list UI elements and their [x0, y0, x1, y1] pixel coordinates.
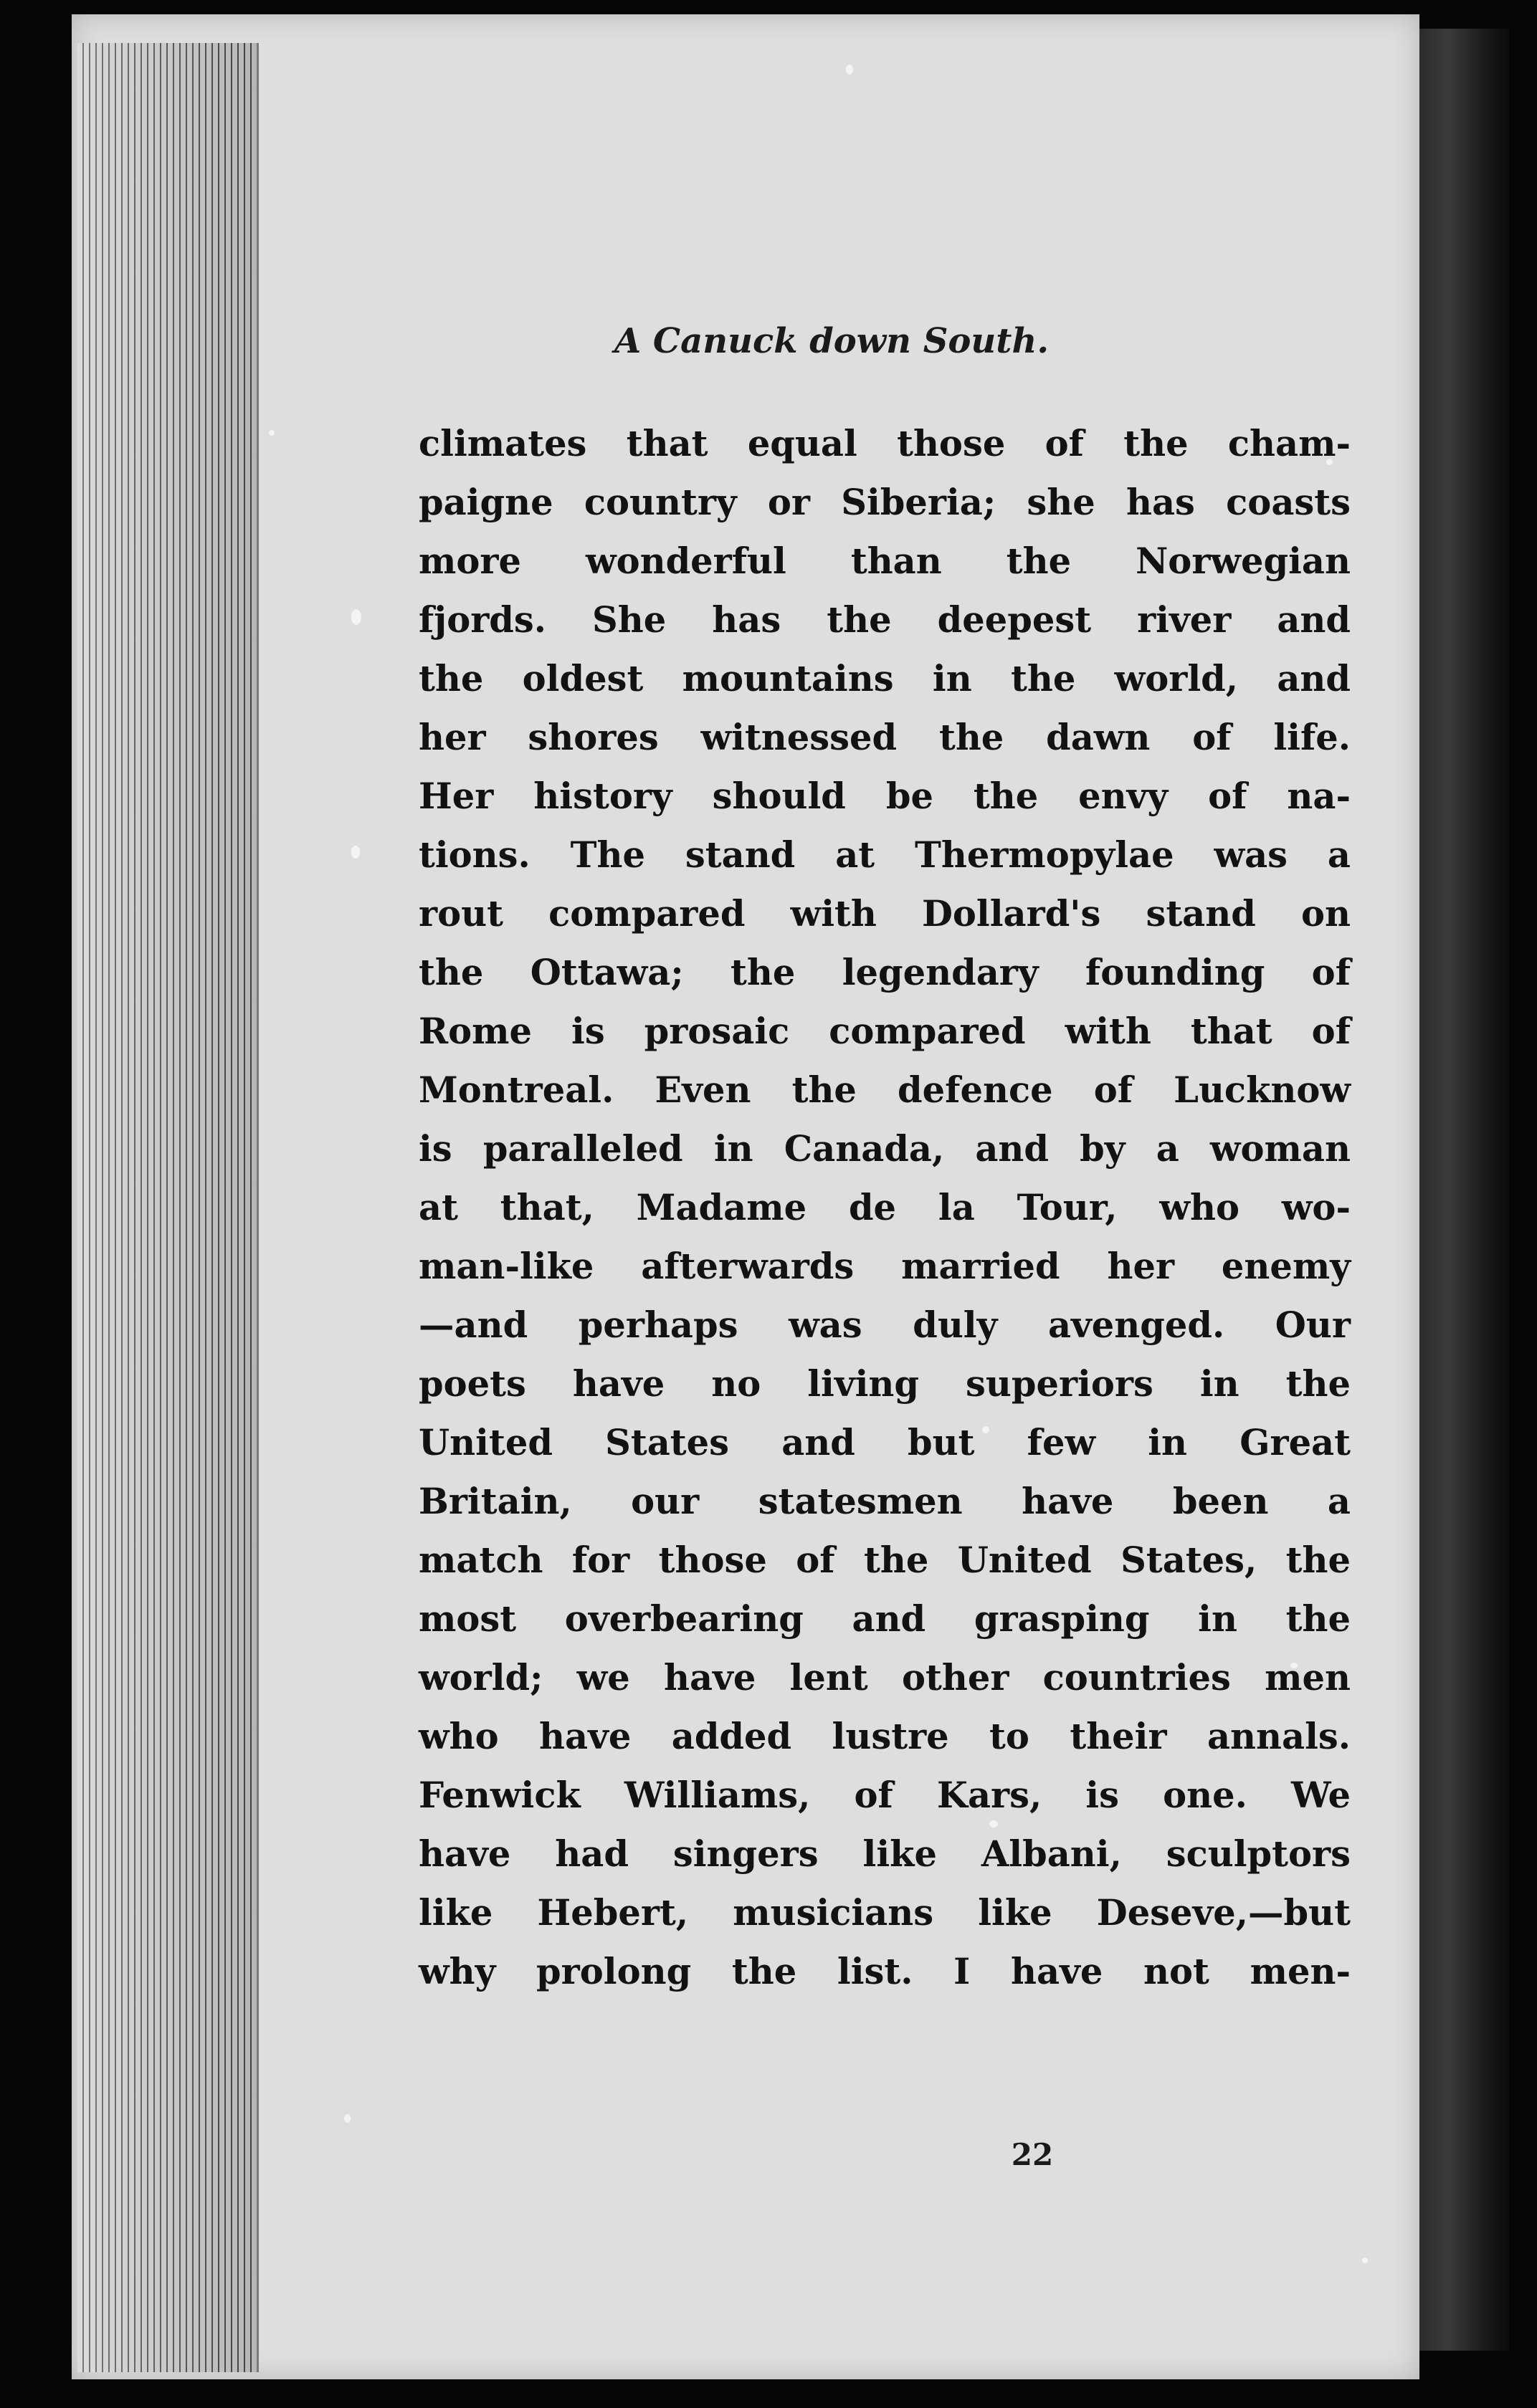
body-text	[419, 414, 1351, 2001]
running-head: A Canuck down South.	[614, 321, 1050, 361]
page-number: 22	[1011, 2137, 1054, 2172]
text-line: her shores witnessed the dawn of life.	[419, 717, 1351, 758]
text-line: —and perhaps was duly avenged. Our	[419, 1304, 1351, 1346]
text-line: paigne country or Siberia; she has coasts	[419, 482, 1351, 523]
text-line: the oldest mountains in the world, and	[419, 658, 1351, 699]
text-line: have had singers like Albani, sculptors	[419, 1833, 1351, 1875]
text-line: why prolong the list. I have not men-	[419, 1951, 1351, 1992]
text-line: is paralleled in Canada, and by a woman	[419, 1128, 1351, 1170]
text-line: most overbearing and grasping in the	[419, 1598, 1351, 1640]
text-line: like Hebert, musicians like Deseve,—but	[419, 1892, 1351, 1934]
text-line: at that, Madame de la Tour, who wo-	[419, 1187, 1351, 1228]
text-line: United States and but few in Great	[419, 1422, 1351, 1463]
text-line: Her history should be the envy of na-	[419, 775, 1351, 817]
text-line: match for those of the United States, the	[419, 1539, 1351, 1581]
text-line: Britain, our statesmen have been a	[419, 1481, 1351, 1522]
stacked-page-edges	[77, 43, 259, 2372]
text-line: world; we have lent other countries men	[419, 1657, 1351, 1698]
text-line: Fenwick Williams, of Kars, is one. We	[419, 1774, 1351, 1816]
text-line: man-like afterwards married her enemy	[419, 1246, 1351, 1287]
text-line: tions. The stand at Thermopylae was a	[419, 834, 1351, 876]
book-cover-edge	[1416, 29, 1509, 2351]
text-line: who have added lustre to their annals.	[419, 1716, 1351, 1757]
text-line: rout compared with Dollard's stand on	[419, 893, 1351, 935]
text-line: Rome is prosaic compared with that of	[419, 1010, 1351, 1052]
text-line: poets have no living superiors in the	[419, 1363, 1351, 1405]
text-line: climates that equal those of the cham-	[419, 423, 1351, 464]
text-line: more wonderful than the Norwegian	[419, 540, 1351, 582]
text-line: fjords. She has the deepest river and	[419, 599, 1351, 641]
text-line: the Ottawa; the legendary founding of	[419, 952, 1351, 993]
text-line: Montreal. Even the defence of Lucknow	[419, 1069, 1351, 1111]
